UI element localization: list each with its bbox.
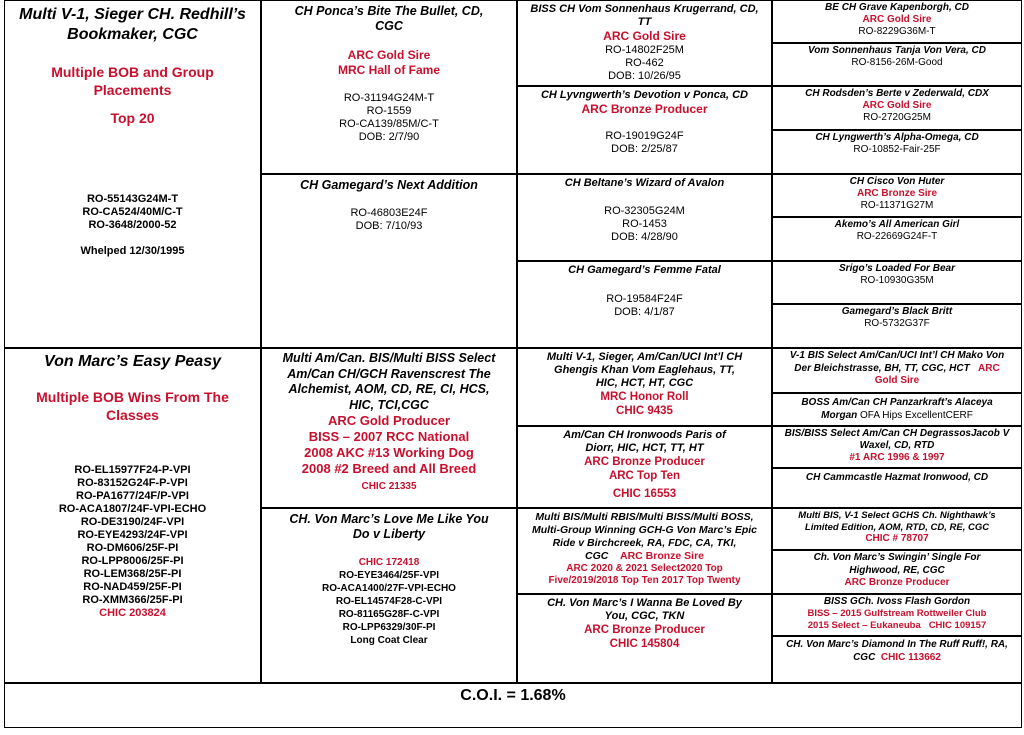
gen2-reg: RO-EYE3464/25F-VPI — [338, 570, 440, 581]
gen3-reg: DOB: 10/26/95 — [608, 70, 681, 82]
sire-reg: RO-3648/2000-52 — [88, 219, 177, 231]
gen2-honor: BISS – 2007 RCC National — [308, 429, 470, 444]
gen4-cell — [773, 1, 1021, 42]
dam-name: Von Marc’s Easy Peasy — [44, 353, 221, 370]
gen3-honor: ARC Bronze Producer — [584, 456, 705, 468]
gen4-cell — [773, 262, 1021, 303]
gen4-reg: RO-8156-26M-Good — [851, 57, 943, 68]
gen3-honor: ARC Top Ten — [608, 470, 681, 482]
gen4-honor-line — [773, 620, 1021, 632]
gen3-name: BISS CH Vom Sonnenhaus Krugerrand, CD, TT — [530, 3, 759, 28]
sire-title: Top 20 — [110, 110, 155, 126]
dam-reg: RO-83152G24F-P-VPI — [77, 477, 188, 489]
gen3-cell — [518, 349, 771, 425]
gen3-reg: DOB: 4/1/87 — [614, 306, 675, 318]
gen2-honor: ARC Gold Sire — [347, 48, 431, 62]
gen4-honor: ARC Gold Sire — [874, 362, 1000, 386]
dam-reg: RO-EYE4293/24F-VPI — [77, 529, 188, 541]
gen4-name: BIS/BISS Select Am/Can CH DegrassosJacob V Waxel, CD, RTD — [784, 428, 1010, 451]
gen2-chic: CHIC 172418 — [358, 557, 420, 568]
gen3-name — [518, 511, 771, 563]
gen3-name: CH. Von Marc’s I Wanna Be Loved By You, CGC, TKN — [547, 597, 742, 622]
sire-title: Multiple BOB and Group Placements — [51, 64, 214, 98]
gen2-honor: ARC Gold Producer — [327, 413, 451, 428]
gen2-name: CH Ponca’s Bite The Bullet, CD, CGC — [294, 4, 484, 33]
gen4-name: CH Cammcastle Hazmat Ironwood, CD — [805, 472, 989, 483]
gen3-name-text: Multi BIS/Multi RBIS/Multi BISS/Multi BOSS, Multi-Group Winning GCH-G Von Marc’s Epic Ride v Birchcreek, RA, FDC, CA, TKI, CGC — [531, 511, 758, 562]
gen3-honor: ARC Bronze Sire — [620, 550, 705, 562]
gen2-reg: DOB: 2/7/90 — [358, 131, 420, 143]
gen3-reg: RO-32305G24M — [604, 205, 685, 217]
gen4-reg: RO-10930G35M — [860, 275, 934, 286]
gen4-reg: RO-5732G37F — [864, 318, 930, 329]
gen4-name: CH Rodsden’s Berte v Zederwald, CDX — [805, 88, 989, 99]
gen4-reg: RO-11371G27M — [860, 200, 934, 211]
dam-reg: RO-DM606/25F-PI — [86, 542, 179, 554]
gen3-honor: ARC 2020 & 2021 Select2020 Top — [566, 563, 723, 574]
gen2-name: Multi Am/Can. BIS/Multi BISS Select Am/Can CH/GCH Ravenscrest The Alchemist, AOM, CD, RE, CI, HCS, HIC, TCI,CGC — [282, 351, 496, 412]
gen4-cell — [773, 131, 1021, 173]
gen4-honor: CHIC 113662 — [880, 651, 941, 663]
gen4-cell — [773, 427, 1021, 467]
dam-reg: RO-LEM368/25F-PI — [83, 568, 182, 580]
gen3-cell — [518, 427, 771, 507]
gen4-extra: OFA Hips ExcellentCERF — [860, 410, 973, 421]
gen4-cell — [773, 44, 1021, 85]
gen2-reg: Long Coat Clear — [350, 635, 428, 646]
gen3-name: Multi V-1, Sieger, Am/Can/UCI Int’l CH Ghengis Khan Vom Eaglehaus, TT, HIC, HCT, HT, CGC — [546, 351, 743, 389]
gen4-honor: BISS – 2015 Gulfstream Rottweiler Club — [807, 608, 987, 619]
gen3-reg: DOB: 2/25/87 — [611, 143, 678, 155]
sire-cell — [5, 1, 260, 347]
gen4-name: Vom Sonnenhaus Tanja Von Vera, CD — [808, 45, 986, 56]
gen4-name: Multi BIS, V-1 Select GCHS Ch. Nighthawk’s Limited Edition, AOM, RTD, CD, RE, CGC — [798, 510, 996, 533]
dam-title: Multiple BOB Wins From The Classes — [36, 389, 229, 423]
gen4-honor: ARC Bronze Sire — [856, 188, 937, 199]
gen2-cell — [262, 349, 516, 507]
gen4-cell — [773, 87, 1021, 129]
gen4-name: BISS GCh. Ivoss Flash Gordon — [823, 596, 971, 607]
gen4-cell — [773, 218, 1021, 260]
dam-reg: RO-XMM366/25F-PI — [82, 594, 183, 606]
gen4-name-text: CH. Von Marc’s Diamond In The Ruff Ruff!, RA, CGC — [786, 639, 1008, 663]
gen2-honor: MRC Hall of Fame — [337, 63, 440, 77]
gen4-cell — [773, 175, 1021, 216]
gen4-cell — [773, 305, 1021, 347]
gen3-honor: ARC Bronze Producer — [581, 102, 708, 116]
gen3-reg: RO-1453 — [622, 218, 667, 230]
gen4-name: Srigo’s Loaded For Bear — [839, 263, 955, 274]
gen3-cell — [518, 175, 771, 260]
gen3-honor: CHIC 16553 — [612, 488, 677, 500]
gen2-reg: RO-81165G28F-C-VPI — [338, 609, 440, 620]
gen2-honor: 2008 #2 Breed and All Breed — [301, 461, 477, 476]
gen4-name: Gamegard’s Black Britt — [841, 306, 953, 317]
gen3-honor: CHIC 9435 — [616, 405, 673, 417]
gen4-reg: RO-8229G36M-T — [858, 26, 936, 37]
gen4-honor: ARC Bronze Producer — [844, 577, 950, 588]
sire-reg: RO-CA524/40M/C-T — [82, 206, 183, 218]
gen2-reg: RO-1559 — [366, 105, 412, 117]
gen4-cell — [773, 551, 1021, 593]
gen4-name: BE CH Grave Kapenborgh, CD — [825, 2, 969, 13]
gen2-honor: 2008 AKC #13 Working Dog — [304, 445, 474, 460]
gen3-cell — [518, 87, 771, 173]
gen3-name: Am/Can CH Ironwoods Paris of Diorr, HIC, HCT, TT, HT — [563, 429, 726, 454]
dam-reg: RO-DE3190/24F-VPI — [80, 516, 185, 528]
gen4-name — [785, 639, 1009, 664]
gen3-reg: RO-462 — [625, 57, 664, 69]
gen4-cell — [773, 595, 1021, 635]
gen2-name: CH Gamegard’s Next Addition — [300, 178, 478, 192]
gen2-reg: RO-46803E24F — [350, 207, 428, 219]
gen2-cell — [262, 175, 516, 347]
gen3-reg: RO-14802F25M — [605, 44, 684, 56]
gen4-cell — [773, 509, 1021, 549]
dam-reg: RO-NAD459/25F-PI — [83, 581, 182, 593]
gen4-reg: RO-2720G25M — [863, 112, 931, 123]
gen3-cell — [518, 1, 771, 85]
gen3-name: CH Beltane’s Wizard of Avalon — [564, 177, 725, 189]
gen2-reg: RO-ACA1400/27F-VPI-ECHO — [322, 583, 456, 594]
dam-reg: RO-LPP8006/25F-PI — [81, 555, 184, 567]
gen4-name: CH Cisco Von Huter — [849, 176, 945, 187]
gen2-reg: DOB: 7/10/93 — [355, 220, 423, 232]
gen4-honor: #1 ARC 1996 & 1997 — [849, 452, 945, 463]
dam-chic: CHIC 203824 — [99, 607, 166, 619]
gen4-cell — [773, 637, 1021, 682]
gen4-cell — [773, 349, 1021, 392]
gen4-name: Akemo’s All American Girl — [834, 219, 960, 230]
gen3-honor: MRC Honor Roll — [600, 391, 689, 403]
gen3-reg: DOB: 4/28/90 — [611, 231, 678, 243]
gen2-reg: RO-LPP6329/30F-PI — [342, 622, 436, 633]
gen3-reg: RO-19584F24F — [606, 293, 683, 305]
dam-reg: RO-ACA1807/24F-VPI-ECHO — [58, 503, 207, 515]
gen3-honor: ARC Bronze Producer — [584, 624, 705, 636]
gen2-reg: RO-EL14574F28-C-VPI — [335, 596, 443, 607]
gen3-honor: Five/2019/2018 Top Ten 2017 Top Twenty — [548, 575, 741, 586]
gen4-honor: ARC Gold Sire — [862, 14, 932, 25]
gen4-reg: RO-22669G24F-T — [856, 231, 938, 242]
dam-reg: RO-PA1677/24F/P-VPI — [76, 490, 189, 502]
gen2-cell — [262, 1, 516, 173]
gen2-reg: RO-CA139/85M/C-T — [339, 118, 439, 130]
gen4-reg: RO-10852-Fair-25F — [853, 144, 941, 155]
gen4-name: Ch. Von Marc’s Swingin’ Single For Highwood, RE, CGC — [813, 552, 981, 576]
gen4-honor: ARC Gold Sire — [862, 100, 932, 111]
gen4-name: CH Lyngwerth’s Alpha-Omega, CD — [815, 132, 979, 143]
dam-cell — [5, 348, 260, 682]
gen4-cell — [773, 469, 1021, 507]
gen2-name: CH. Von Marc’s Love Me Like You Do v Liberty — [289, 512, 489, 541]
gen3-cell — [518, 509, 771, 593]
sire-whelped: Whelped 12/30/1995 — [80, 245, 185, 257]
gen3-honor: CHIC 145804 — [609, 638, 680, 650]
gen2-reg: RO-31194G24M-T — [343, 92, 435, 104]
pedigree-table — [4, 0, 1022, 728]
coi-value: C.O.I. = 1.68% — [460, 687, 566, 704]
gen4-name-text: BOSS Am/Can CH Panzarkraft’s Alaceya Morgan — [801, 397, 993, 421]
gen4-honor: CHIC # 78707 — [865, 533, 929, 544]
gen4-name-text: V-1 BIS Select Am/Can/UCI Int’l CH Mako Von Der Bleichstrasse, BH, TT, CGC, HCT — [789, 350, 1005, 374]
gen3-name: CH Lyvngwerth’s Devotion v Ponca, CD — [540, 89, 748, 101]
gen3-reg: RO-19019G24F — [605, 130, 684, 142]
sire-reg: RO-55143G24M-T — [86, 193, 179, 205]
gen2-cell — [262, 509, 516, 682]
gen3-honor: ARC Gold Sire — [603, 29, 686, 43]
dam-reg: RO-EL15977F24-P-VPI — [74, 464, 191, 476]
gen3-cell — [518, 262, 771, 347]
gen4-name — [785, 350, 1009, 388]
gen3-name: CH Gamegard’s Femme Fatal — [568, 264, 721, 276]
gen4-honor: 2015 Select – Eukaneuba — [807, 619, 921, 631]
sire-name: Multi V-1, Sieger CH. Redhill’s Bookmaker, CGC — [19, 6, 246, 43]
gen2-chic: CHIC 21335 — [361, 481, 417, 492]
gen4-honor: CHIC 109157 — [928, 619, 987, 631]
gen3-cell — [518, 595, 771, 682]
gen4-name — [787, 396, 1007, 422]
